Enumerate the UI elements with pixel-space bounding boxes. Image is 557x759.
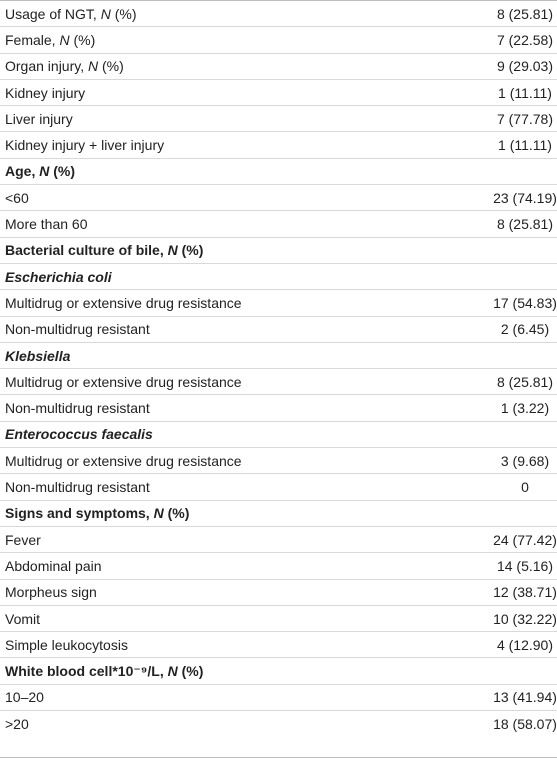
table-row	[0, 474, 557, 500]
row-label	[5, 505, 189, 521]
table-subsection-header	[0, 343, 557, 369]
row-label-pct: (%)	[69, 31, 96, 48]
row-label	[5, 400, 150, 416]
row-label-text: Morpheus sign	[5, 584, 97, 601]
row-label	[5, 85, 85, 101]
row-label-n: N	[88, 58, 99, 75]
row-value: 13 (41.94)	[493, 689, 557, 706]
row-label-text: Fever	[5, 531, 41, 548]
row-value: 1 (11.11)	[498, 84, 552, 101]
row-label	[5, 242, 203, 258]
row-label-text: Signs and symptoms,	[5, 505, 154, 522]
row-value: 8 (25.81)	[496, 5, 554, 22]
row-label	[5, 716, 29, 732]
row-label	[5, 558, 102, 574]
row-label	[5, 58, 124, 74]
row-label-text: Organ injury,	[5, 58, 88, 75]
table-row	[0, 80, 557, 106]
row-label-text: Bacterial culture of bile,	[5, 242, 168, 259]
row-label-n: N	[100, 5, 111, 22]
row-label-text: Abdominal pain	[5, 557, 102, 574]
row-value: 4 (12.90)	[496, 636, 554, 653]
row-label-n: N	[59, 31, 70, 48]
row-label-text: Escherichia coli	[5, 268, 112, 285]
table-row	[0, 553, 557, 579]
row-label-pct: (%)	[98, 58, 124, 75]
row-label-text: <60	[5, 189, 29, 206]
row-label	[5, 689, 44, 705]
row-label-text: Vomit	[5, 610, 41, 627]
table-row	[0, 632, 557, 658]
row-label-text: Liver injury	[5, 110, 73, 127]
row-value: 17 (54.83)	[493, 294, 557, 311]
row-label-text: Non-multidrug resistant	[5, 400, 150, 417]
table-row	[0, 448, 557, 474]
row-label-text: Klebsiella	[5, 347, 71, 364]
table-row	[0, 27, 557, 53]
row-label	[5, 190, 29, 206]
table-row	[0, 133, 557, 159]
table-row	[0, 54, 557, 80]
row-label	[5, 216, 88, 232]
table-row	[0, 211, 557, 237]
row-value: 1 (11.11)	[498, 137, 552, 154]
row-label-text: Usage of NGT,	[5, 5, 101, 22]
row-value: 12 (38.71)	[493, 584, 557, 601]
row-label-text: White blood cell*10⁻⁹/L,	[5, 662, 168, 679]
row-label	[5, 453, 242, 469]
row-label-text: Simple leukocytosis	[5, 636, 128, 653]
row-label-pct: (%)	[163, 505, 190, 522]
row-label-text: Enterococcus faecalis	[5, 426, 153, 443]
row-value: 23 (74.19)	[493, 189, 557, 206]
table-row	[0, 606, 557, 632]
table-section-header	[0, 501, 557, 527]
table-row	[0, 527, 557, 553]
table-subsection-header	[0, 422, 557, 448]
row-value: 2 (6.45)	[500, 321, 550, 338]
table-row	[0, 317, 557, 343]
row-value: 10 (32.22)	[493, 610, 557, 627]
table-bottom-rule	[0, 757, 557, 758]
row-label	[5, 32, 95, 48]
row-value: 8 (25.81)	[496, 373, 554, 390]
row-label	[5, 111, 73, 127]
row-label	[5, 637, 128, 653]
row-label-text: Age,	[5, 163, 40, 180]
row-label-text: Multidrug or extensive drug resistance	[5, 452, 242, 469]
row-label-text: Kidney injury	[5, 84, 86, 101]
table-row	[0, 685, 557, 711]
row-label	[5, 584, 97, 600]
row-label	[5, 663, 203, 680]
table-row	[0, 580, 557, 606]
table-section-header	[0, 238, 557, 264]
table-section-header	[0, 159, 557, 185]
table-row	[0, 290, 557, 316]
row-label-text: >20	[5, 716, 29, 733]
row-value: 8 (25.81)	[496, 216, 554, 233]
row-label-text: Non-multidrug resistant	[5, 321, 150, 338]
row-value: 7 (77.78)	[496, 110, 554, 127]
row-label-text: More than 60	[5, 216, 88, 233]
row-label	[5, 163, 75, 179]
table-section-header	[0, 659, 557, 685]
table-subsection-header	[0, 264, 557, 290]
table-row	[0, 106, 557, 132]
row-label	[5, 295, 242, 311]
table-row	[0, 185, 557, 211]
table-row	[0, 711, 557, 737]
row-value: 14 (5.16)	[496, 557, 554, 574]
row-label	[5, 321, 150, 337]
row-label	[5, 479, 150, 495]
row-value: 1 (3.22)	[500, 400, 550, 417]
row-label	[5, 611, 40, 627]
row-label	[5, 348, 70, 364]
row-label-n: N	[167, 242, 178, 259]
row-label-text: Multidrug or extensive drug resistance	[5, 373, 242, 390]
row-label	[5, 532, 41, 548]
row-label-n: N	[167, 662, 178, 679]
row-value: 24 (77.42)	[493, 531, 557, 548]
row-label-n: N	[153, 505, 164, 522]
row-label-text: Multidrug or extensive drug resistance	[5, 294, 242, 311]
row-label-pct: (%)	[177, 662, 204, 679]
row-label-text: 10–20	[5, 689, 44, 706]
table-row	[0, 396, 557, 422]
row-label-pct: (%)	[177, 242, 204, 259]
row-label-text: Kidney injury + liver injury	[5, 137, 165, 154]
row-label	[5, 374, 242, 390]
row-value: 0	[521, 479, 529, 496]
row-label-text: Non-multidrug resistant	[5, 479, 150, 496]
row-label	[5, 137, 164, 153]
row-label-n: N	[39, 163, 50, 180]
row-label-text: Female,	[5, 31, 60, 48]
row-value: 9 (29.03)	[496, 58, 554, 75]
table-row	[0, 1, 557, 27]
row-value: 7 (22.58)	[496, 31, 554, 48]
row-label	[5, 426, 153, 442]
row-value: 18 (58.07)	[493, 716, 557, 733]
row-label-pct: (%)	[110, 5, 137, 22]
row-label-pct: (%)	[49, 163, 76, 180]
row-label	[5, 6, 137, 22]
table-row	[0, 369, 557, 395]
row-value: 3 (9.68)	[500, 452, 550, 469]
row-label	[5, 269, 112, 285]
